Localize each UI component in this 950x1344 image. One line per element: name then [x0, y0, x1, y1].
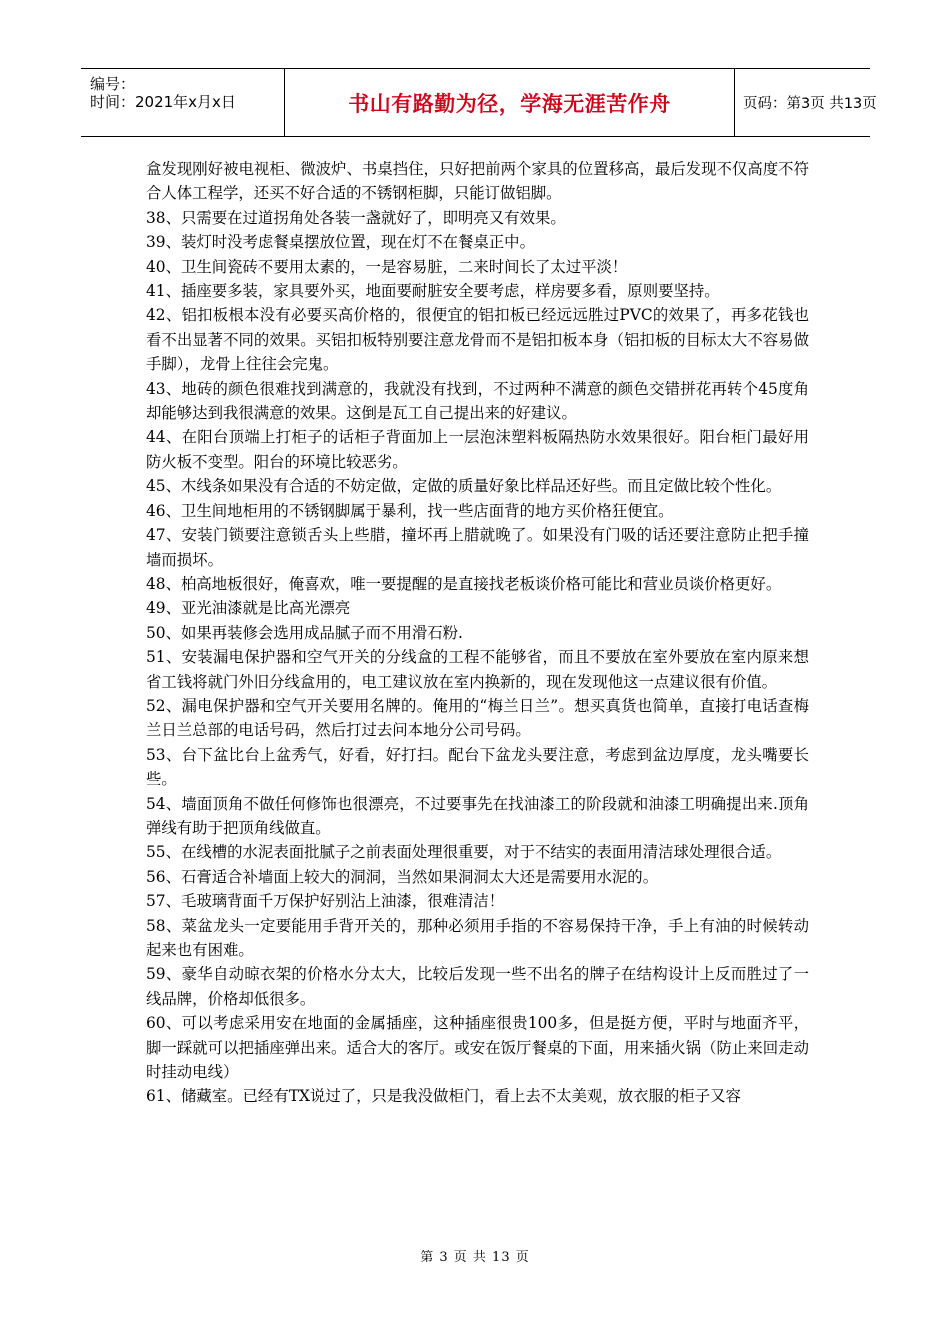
- paragraph: 59、豪华自动晾衣架的价格水分太大，比较后发现一些不出名的牌子在结构设计上反而胜过了一线品牌，价格却低很多。: [146, 965, 809, 1008]
- paragraph: 50、如果再装修会选用成品腻子而不用滑石粉.: [146, 623, 463, 642]
- header-page-info: 页码：第3页 共13页: [743, 96, 877, 112]
- header-motto: 书山有路勤为径，学海无涯苦作舟: [284, 69, 735, 136]
- document-number-label: 编号：: [90, 75, 136, 93]
- paragraph: 58、菜盆龙头一定要能用手背开关的，那种必须用手指的不容易保持干净，手上有油的时候转动起来也有困难。: [146, 916, 809, 959]
- paragraph: 46、卫生间地柜用的不锈钢脚属于暴利，找一些店面背的地方买价格狂便宜。: [146, 501, 674, 520]
- paragraph: 51、安装漏电保护器和空气开关的分线盒的工程不能够省，而且不要放在室外要放在室内原来想省工钱将就门外旧分线盒用的，电工建议放在室内换新的，现在发现他这一点建议很有价值。: [146, 648, 809, 691]
- document-body: [146, 157, 809, 1109]
- paragraph: 54、墙面顶角不做任何修饰也很漂亮，不过要事先在找油漆工的阶段就和油漆工明确提出来.顶角弹线有助于把顶角线做直。: [146, 794, 809, 837]
- paragraph: 44、在阳台顶端上打柜子的话柜子背面加上一层泡沫塑料板隔热防水效果很好。阳台柜门最好用防火板不变型。阳台的环境比较恶劣。: [146, 428, 809, 471]
- paragraph: 42、铝扣板根本没有必要买高价格的，很便宜的铝扣板已经远远胜过PVC的效果了，再多花钱也看不出显著不同的效果。买铝扣板特别要注意龙骨而不是铝扣板本身（铝扣板的目标太大不容易做手脚），龙骨上往往会完鬼。: [146, 306, 809, 374]
- paragraph: 41、插座要多装，家具要外买，地面要耐脏安全要考虑，样房要多看，原则要坚持。: [146, 282, 720, 301]
- paragraph: 53、台下盆比台上盆秀气，好看，好打扫。配台下盆龙头要注意，考虑到盆边厚度，龙头嘴要长些。: [146, 745, 809, 789]
- paragraph: 45、木线条如果没有合适的不妨定做，定做的质量好象比样品还好些。而且定做比较个性化。: [146, 477, 782, 496]
- paragraph: 52、漏电保护器和空气开关要用名牌的。俺用的“梅兰日兰”。想买真货也简单，直接打电话查梅兰日兰总部的电话号码，然后打过去问本地分公司号码。: [146, 696, 809, 740]
- document-date-label: 时间：2021年x月x日: [90, 93, 236, 111]
- paragraph: 49、亚光油漆就是比高光漂亮: [146, 599, 351, 618]
- paragraph: 40、卫生间瓷砖不要用太素的，一是容易脏，二来时间长了太过平淡！: [146, 257, 628, 276]
- paragraph: 61、储藏室。已经有TX说过了，只是我没做柜门，看上去不太美观，放衣服的柜子又容: [146, 1087, 741, 1106]
- paragraph: 57、毛玻璃背面千万保护好别沾上油漆，很难清洁！: [146, 892, 505, 911]
- page-footer: 第 3 页 共 13 页: [420, 1250, 530, 1265]
- page-header: [81, 68, 877, 137]
- paragraph: 60、可以考虑采用安在地面的金属插座，这种插座很贵100多，但是挺方便，平时与地面齐平，脚一踩就可以把插座弹出来。适合大的客厅。或安在饭厅餐桌的下面，用来插火锅（防止来回走动时挂动电线）: [146, 1014, 809, 1082]
- paragraph: 43、地砖的颜色很难找到满意的，我就没有找到，不过两种不满意的颜色交错拼花再转个45度角却能够达到我很满意的效果。这倒是瓦工自己提出来的好建议。: [146, 379, 809, 423]
- paragraph: 48、柏高地板很好，俺喜欢，唯一要提醒的是直接找老板谈价格可能比和营业员谈价格更好。: [146, 574, 782, 593]
- paragraph: 56、石膏适合补墙面上较大的洞洞，当然如果洞洞太大还是需要用水泥的。: [146, 867, 659, 886]
- paragraph: 38、只需要在过道拐角处各装一盏就好了，即明亮又有效果。: [146, 208, 566, 227]
- paragraph: 55、在线槽的水泥表面批腻子之前表面处理很重要，对于不结实的表面用清洁球处理很合适。: [146, 843, 782, 862]
- paragraph: 47、安装门锁要注意锁舌头上些腊，撞坏再上腊就晚了。如果没有门吸的话还要注意防止把手撞墙而损坏。: [146, 526, 809, 569]
- header-left-cell: [81, 69, 284, 136]
- paragraph: 39、装灯时没考虑餐桌摆放位置，现在灯不在餐桌正中。: [146, 233, 535, 252]
- paragraph: 盒发现刚好被电视柜、微波炉、书桌挡住，只好把前两个家具的位置移高，最后发现不仅高度不符合人体工程学，还买不好合适的不锈钢柜脚，只能订做铝脚。: [146, 160, 809, 203]
